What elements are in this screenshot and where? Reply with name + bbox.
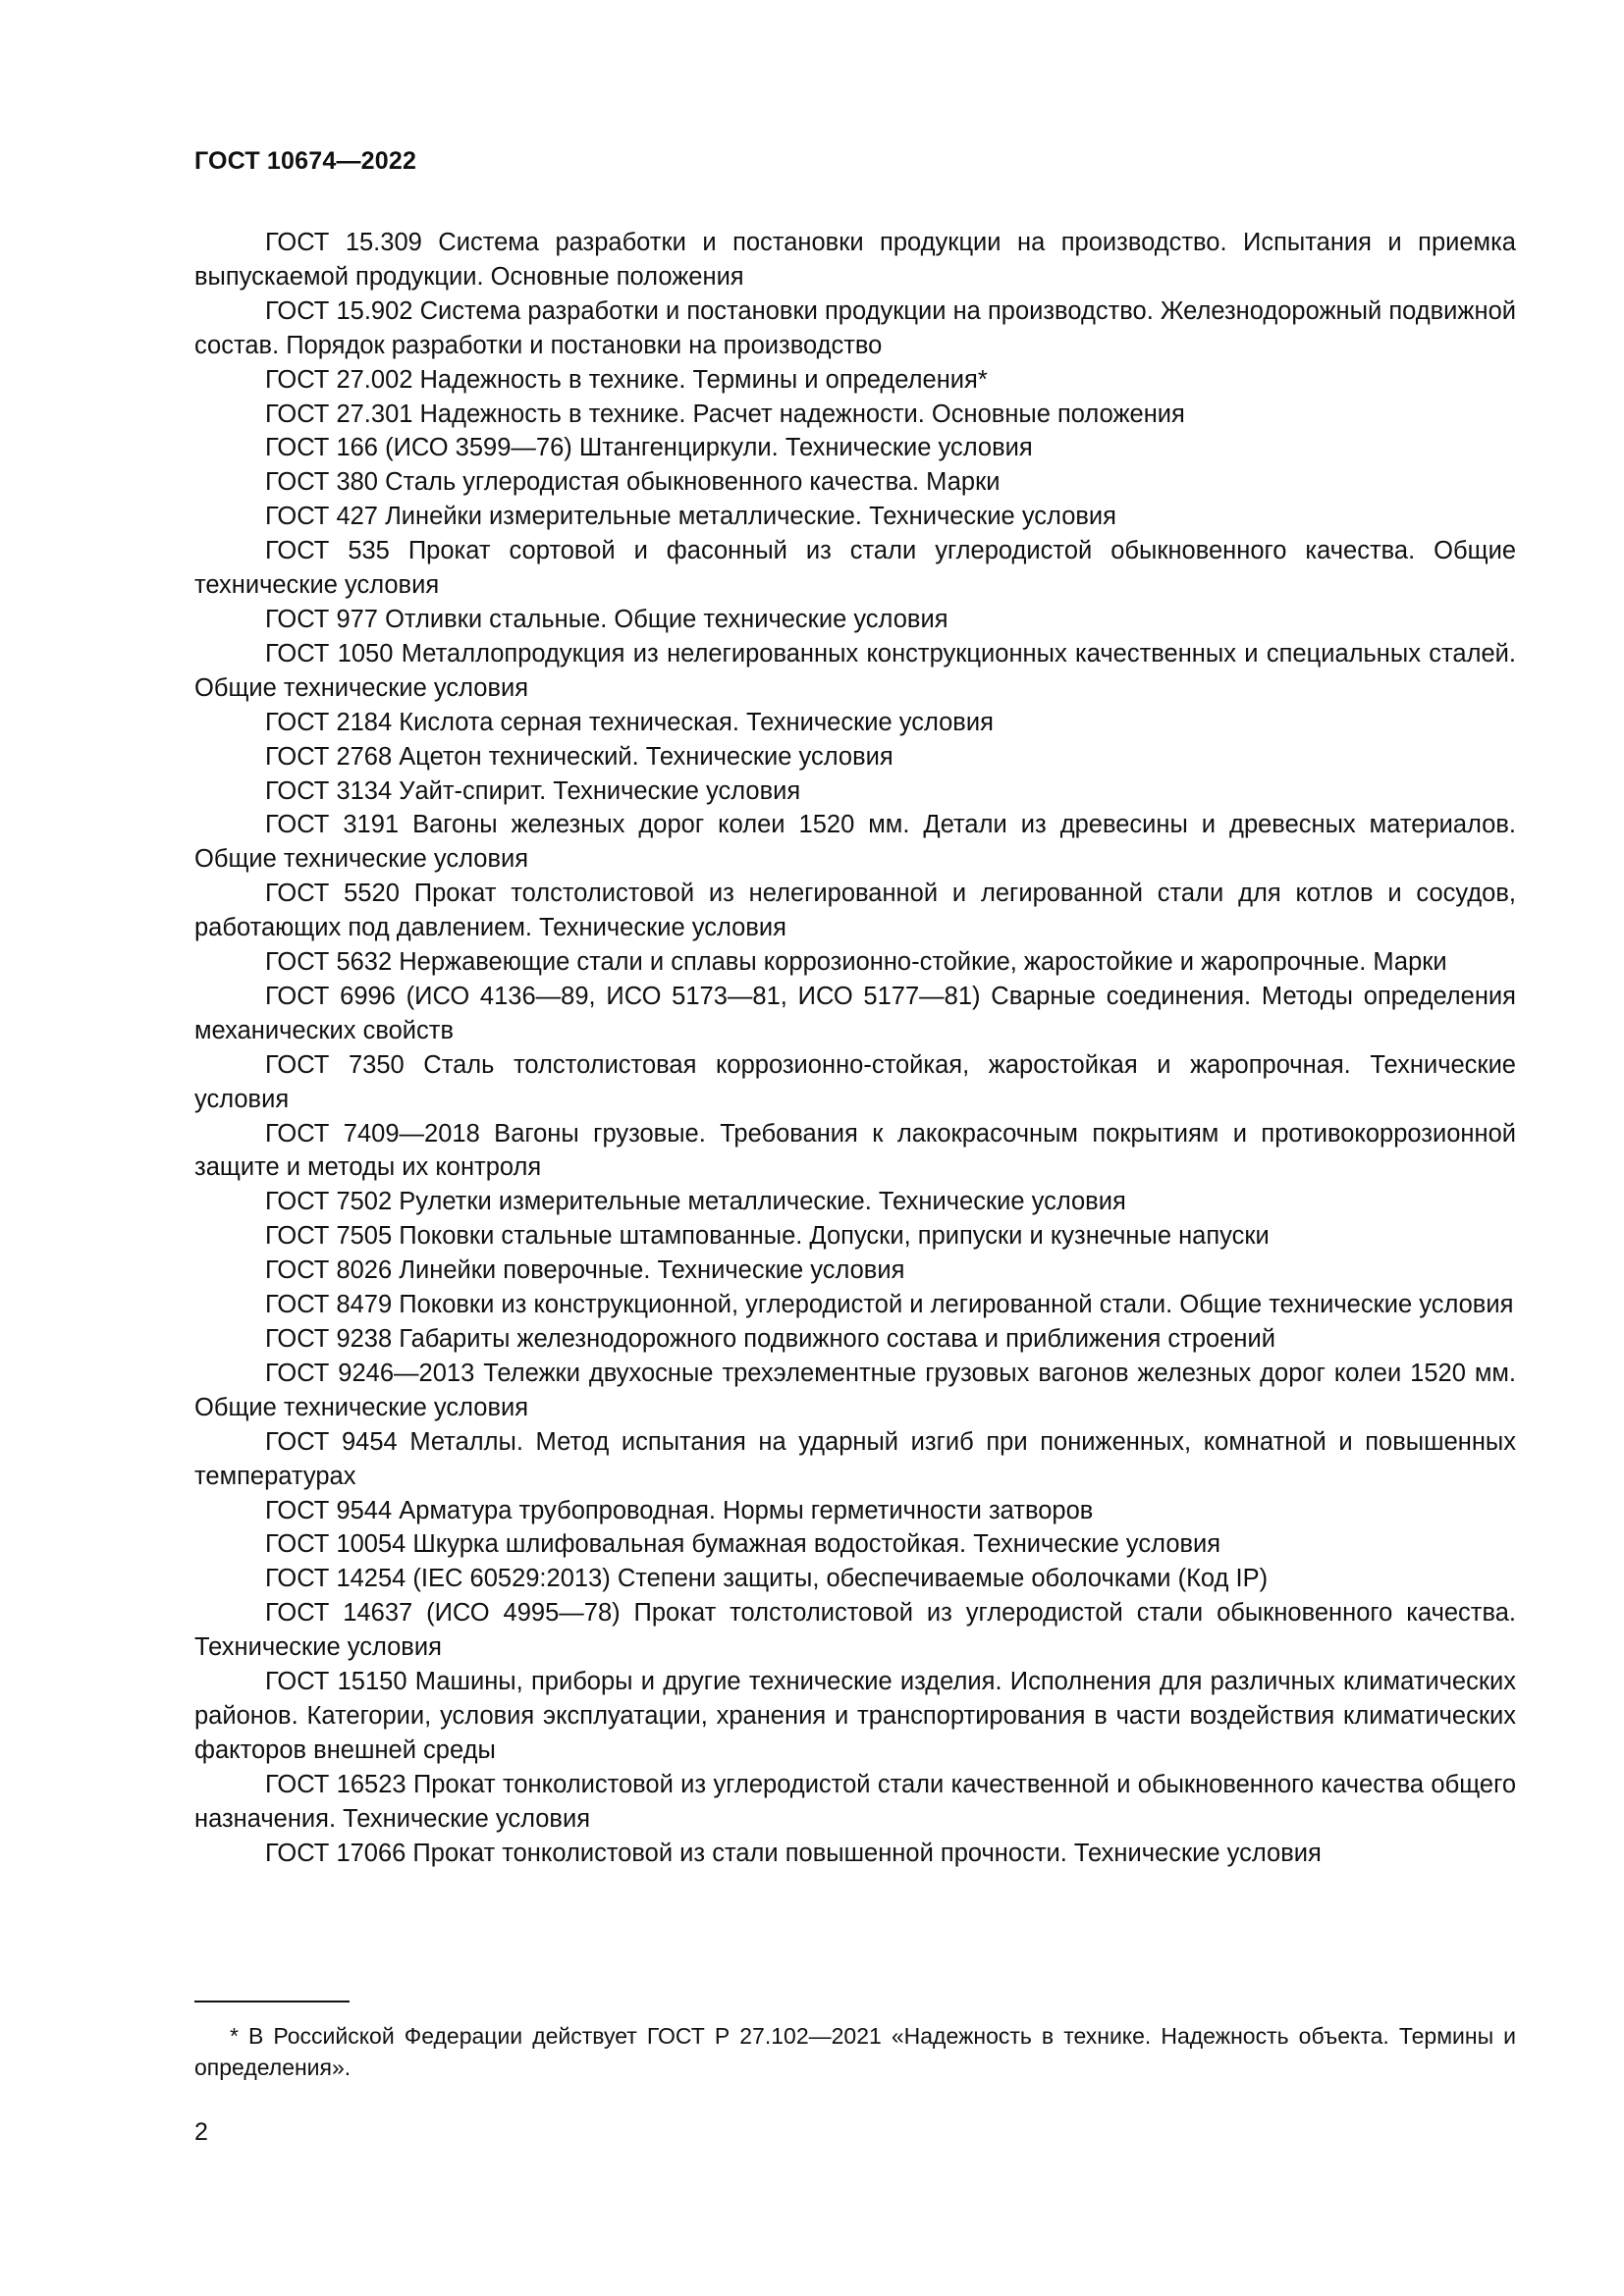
reference-item: ГОСТ 15.309 Система разработки и постановки продукции на производство. Испытания и приемка выпускаемой продукции. Основные положения — [194, 229, 1516, 291]
reference-item: ГОСТ 9246—2013 Тележки двухосные трехэлементные грузовых вагонов железных дорог колеи 1520 мм. Общие технические условия — [194, 1359, 1516, 1421]
reference-item: ГОСТ 1050 Металлопродукция из нелегированных конструкционных качественных и специальных сталей. Общие технические условия — [194, 639, 1516, 702]
reference-item: ГОСТ 2768 Ацетон технический. Технические условия — [265, 742, 893, 771]
reference-item: ГОСТ 7409—2018 Вагоны грузовые. Требования к лакокрасочным покрытиям и противокоррозионной защите и методы их контроля — [194, 1119, 1516, 1182]
reference-item: ГОСТ 9544 Арматура трубопроводная. Нормы герметичности затворов — [265, 1496, 1094, 1524]
reference-item: ГОСТ 7502 Рулетки измерительные металлические. Технические условия — [265, 1188, 1126, 1216]
reference-item: ГОСТ 3134 Уайт-спирит. Технические условия — [265, 776, 801, 805]
reference-item: ГОСТ 9238 Габариты железнодорожного подвижного состава и приближения строений — [265, 1325, 1275, 1353]
page-number: 2 — [194, 2118, 208, 2146]
reference-item: ГОСТ 15150 Машины, приборы и другие технические изделия. Исполнения для различных климатических районов. Категории, условия эксплуатации, хранения и транспортирования в части воздействия климатических факторов внешней среды — [194, 1668, 1516, 1764]
reference-item: ГОСТ 14254 (IEC 60529:2013) Степени защиты, обеспечиваемые оболочками (Код IP) — [265, 1565, 1269, 1593]
reference-item: ГОСТ 6996 (ИСО 4136—89, ИСО 5173—81, ИСО 5177—81) Сварные соединения. Методы определения механических свойств — [194, 982, 1516, 1044]
reference-item: ГОСТ 535 Прокат сортовой и фасонный из стали углеродистой обыкновенного качества. Общие технические условия — [194, 537, 1516, 600]
reference-item: ГОСТ 16523 Прокат тонколистовой из углеродистой стали качественной и обыкновенного качества общего назначения. Технические условия — [194, 1770, 1516, 1833]
reference-item: ГОСТ 977 Отливки стальные. Общие технические условия — [265, 605, 948, 633]
reference-item: ГОСТ 10054 Шкурка шлифовальная бумажная водостойкая. Технические условия — [265, 1530, 1221, 1559]
reference-item: ГОСТ 427 Линейки измерительные металлические. Технические условия — [265, 503, 1116, 531]
footnote-divider — [194, 2001, 350, 2002]
reference-item: ГОСТ 7350 Сталь толстолистовая коррозионно-стойкая, жаростойкая и жаропрочная. Технические условия — [194, 1050, 1516, 1113]
reference-item: ГОСТ 27.002 Надежность в технике. Термины и определения* — [265, 365, 988, 394]
reference-item: ГОСТ 3191 Вагоны железных дорог колеи 1520 мм. Детали из древесины и древесных материалов. Общие технические условия — [194, 811, 1516, 874]
reference-item: ГОСТ 2184 Кислота серная техническая. Технические условия — [265, 708, 994, 736]
footnote: * В Российской Федерации действует ГОСТ Р 27.102—2021 «Надежность в технике. Надежность объекта. Термины и определения». — [194, 2023, 1516, 2080]
reference-item: ГОСТ 5632 Нержавеющие стали и сплавы коррозионно-стойкие, жаростойкие и жаропрочные. Марки — [265, 948, 1447, 977]
normative-references-list — [194, 226, 1516, 1871]
reference-item: ГОСТ 27.301 Надежность в технике. Расчет надежности. Основные положения — [265, 400, 1185, 428]
reference-item: ГОСТ 5520 Прокат толстолистовой из нелегированной и легированной стали для котлов и сосудов, работающих под давлением. Технические условия — [194, 880, 1516, 942]
reference-item: ГОСТ 17066 Прокат тонколистовой из стали повышенной прочности. Технические условия — [265, 1839, 1322, 1867]
reference-item: ГОСТ 15.902 Система разработки и постановки продукции на производство. Железнодорожный подвижной состав. Порядок разработки и постановки на производство — [194, 296, 1516, 359]
reference-item: ГОСТ 380 Сталь углеродистая обыкновенного качества. Марки — [265, 468, 1001, 497]
reference-item: ГОСТ 14637 (ИСО 4995—78) Прокат толстолистовой из углеродистой стали обыкновенного качества. Технические условия — [194, 1599, 1516, 1662]
reference-item: ГОСТ 7505 Поковки стальные штампованные. Допуски, припуски и кузнечные напуски — [265, 1222, 1270, 1251]
document-header: ГОСТ 10674—2022 — [194, 147, 417, 175]
reference-item: ГОСТ 166 (ИСО 3599—76) Штангенциркули. Технические условия — [265, 434, 1033, 462]
reference-item: ГОСТ 9454 Металлы. Метод испытания на ударный изгиб при пониженных, комнатной и повышенных температурах — [194, 1427, 1516, 1490]
reference-item: ГОСТ 8479 Поковки из конструкционной, углеродистой и легированной стали. Общие технические условия — [265, 1291, 1514, 1319]
reference-item: ГОСТ 8026 Линейки поверочные. Технические условия — [265, 1256, 905, 1285]
